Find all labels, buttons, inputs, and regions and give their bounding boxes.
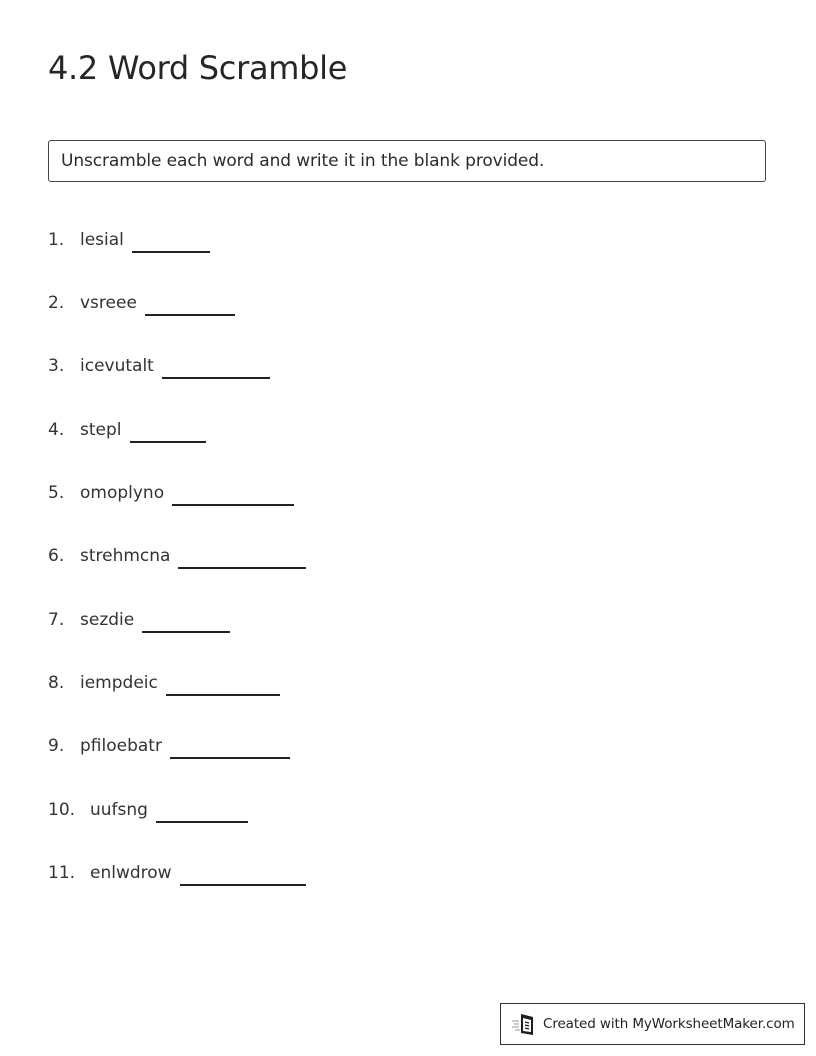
question-item [48, 538, 306, 566]
worksheet-maker-logo-icon [511, 1011, 537, 1037]
question-item [48, 222, 210, 250]
answer-blank[interactable] [156, 821, 248, 823]
question-number: 4. [48, 420, 65, 440]
answer-blank[interactable] [166, 694, 280, 696]
question-number: 10. [48, 800, 76, 820]
scrambled-word: sezdie [80, 610, 135, 630]
question-item [48, 412, 206, 440]
footer-credit-text: Created with MyWorksheetMaker.com [543, 1016, 795, 1032]
question-item [48, 792, 248, 820]
question-number: 8. [48, 673, 65, 693]
footer-badge [500, 1003, 805, 1045]
scrambled-word: pfiloebatr [80, 736, 162, 756]
scrambled-word: vsreee [80, 293, 137, 313]
scrambled-word: stepl [80, 420, 122, 440]
question-item [48, 602, 230, 630]
question-number: 9. [48, 736, 65, 756]
page-title: 4.2 Word Scramble [48, 49, 348, 87]
answer-blank[interactable] [178, 567, 306, 569]
answer-blank[interactable] [172, 504, 294, 506]
question-item [48, 665, 280, 693]
answer-blank[interactable] [145, 314, 235, 316]
scrambled-word: enlwdrow [90, 863, 172, 883]
question-number: 5. [48, 483, 65, 503]
answer-blank[interactable] [170, 757, 290, 759]
question-number: 2. [48, 293, 65, 313]
question-item [48, 728, 290, 756]
question-number: 11. [48, 863, 76, 883]
answer-blank[interactable] [142, 631, 230, 633]
answer-blank[interactable] [162, 377, 270, 379]
question-number: 1. [48, 230, 65, 250]
answer-blank[interactable] [130, 441, 206, 443]
question-item [48, 348, 270, 376]
answer-blank[interactable] [180, 884, 306, 886]
question-item [48, 475, 294, 503]
question-number: 7. [48, 610, 65, 630]
question-number: 3. [48, 356, 65, 376]
scrambled-word: strehmcna [80, 546, 171, 566]
scrambled-word: iempdeic [80, 673, 158, 693]
instructions-text: Unscramble each word and write it in the blank provided. [61, 151, 545, 171]
scrambled-word: omoplyno [80, 483, 165, 503]
question-item [48, 855, 306, 883]
answer-blank[interactable] [132, 251, 210, 253]
scrambled-word: icevutalt [80, 356, 154, 376]
scrambled-word: lesial [80, 230, 124, 250]
instructions-box [48, 140, 766, 182]
question-number: 6. [48, 546, 65, 566]
scrambled-word: uufsng [90, 800, 148, 820]
question-item [48, 285, 235, 313]
